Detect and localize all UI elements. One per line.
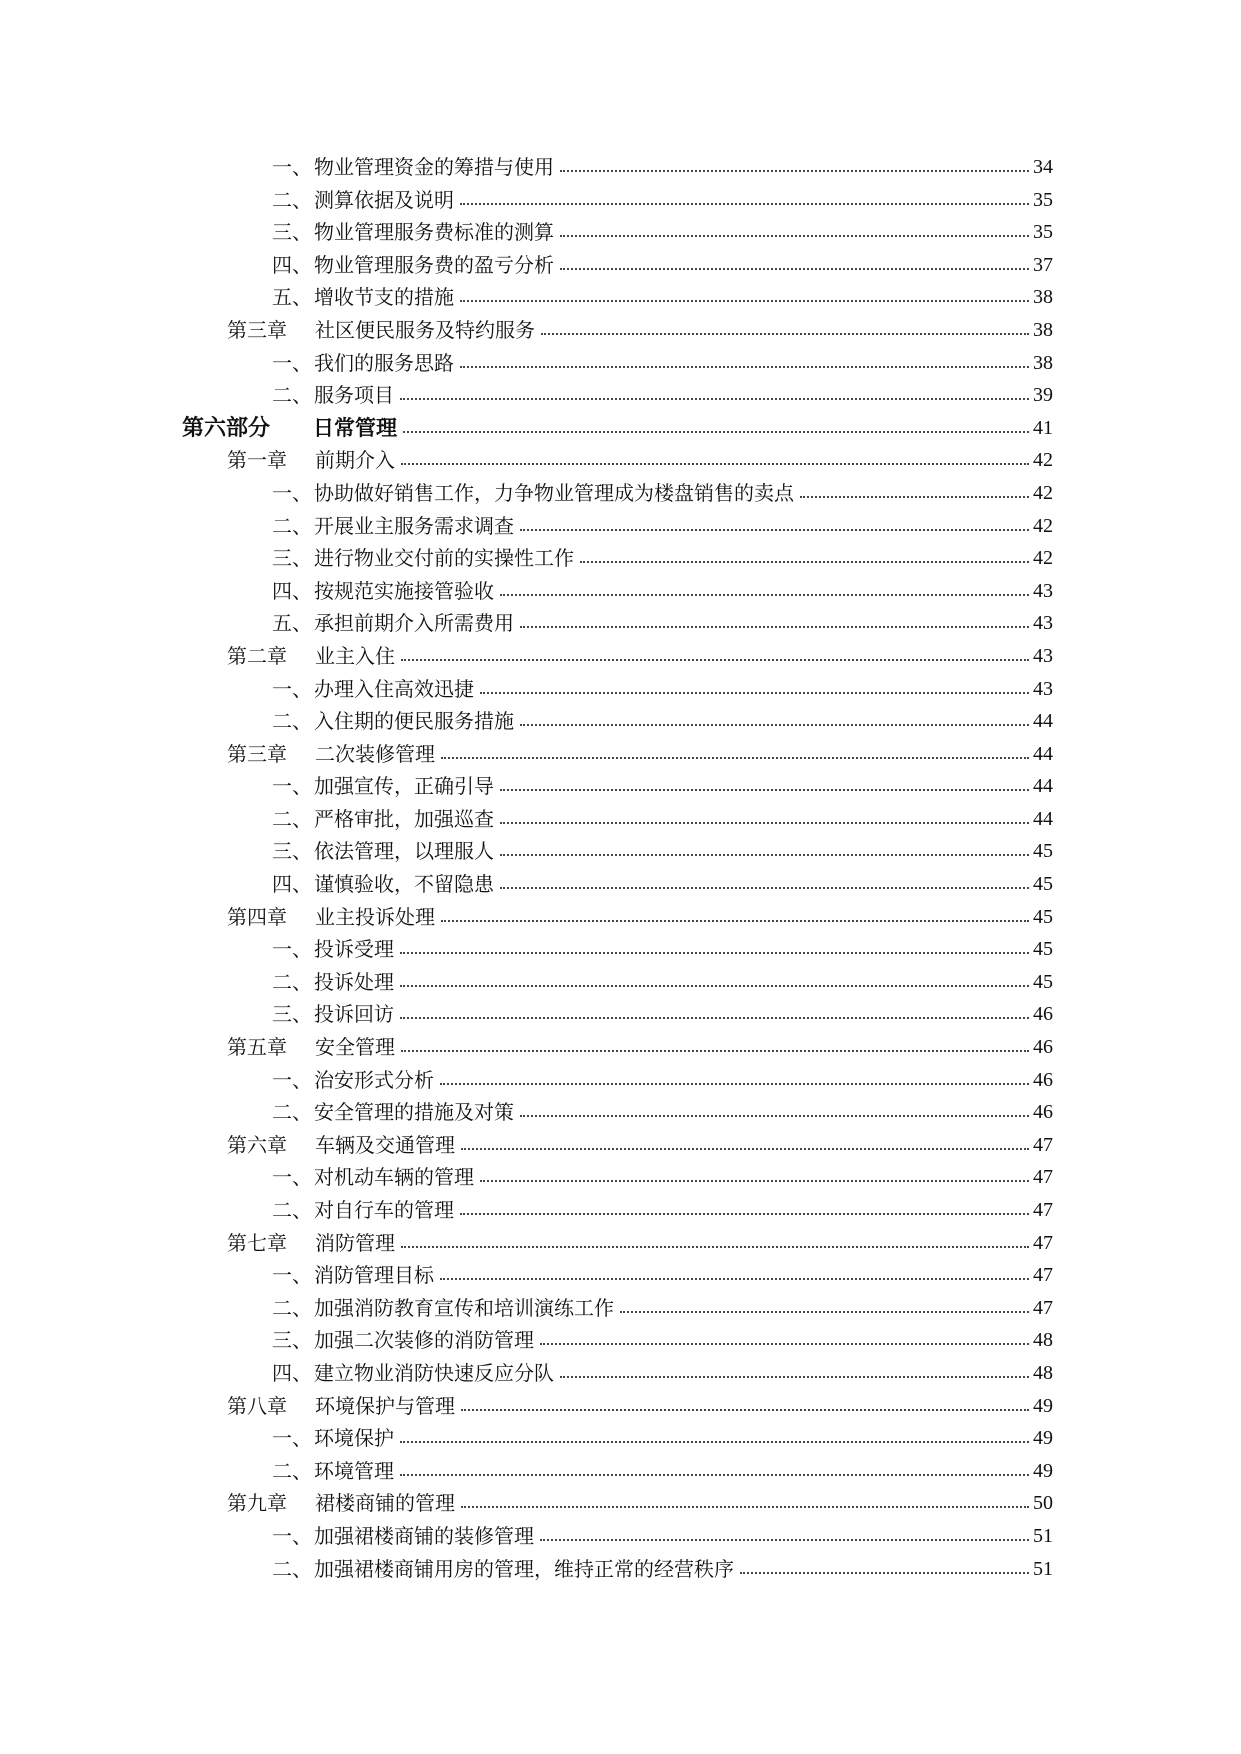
toc-page-number: 47 [1033,1231,1053,1254]
toc-entry-title: 前期介入 [315,448,395,473]
toc-entry-title: 依法管理，以理服人 [314,839,494,864]
dot-leader [541,333,1029,335]
dot-leader [400,398,1029,400]
toc-entry[interactable] [0,1161,1241,1194]
toc-entry-title: 二次装修管理 [315,741,435,766]
toc-page-number: 48 [1033,1361,1053,1384]
toc-entry[interactable] [0,998,1241,1031]
toc-entry-number: 三、 [272,1002,312,1027]
toc-entry-number: 一、 [272,1426,312,1451]
toc-page-number: 42 [1033,449,1053,472]
toc-entry-title: 投诉处理 [314,969,394,994]
toc-entry[interactable] [0,933,1241,966]
toc-page-number: 44 [1033,807,1053,830]
dot-leader [440,1278,1029,1280]
toc-entry[interactable] [0,1455,1241,1488]
dot-leader [401,659,1029,661]
toc-entry-number: 一、 [272,1067,312,1092]
toc-entry-title: 加强宣传，正确引导 [314,774,494,799]
toc-entry-title: 加强裙楼商铺用房的管理，维持正常的经营秩序 [314,1556,734,1581]
toc-entry[interactable] [0,1390,1241,1423]
dot-leader [620,1311,1029,1313]
toc-entry-number: 五、 [272,285,312,310]
toc-entry-number: 一、 [272,676,312,701]
toc-entry[interactable] [0,1520,1241,1553]
toc-entry-number: 四、 [272,872,312,897]
toc-entry[interactable] [0,640,1241,673]
toc-page-number: 43 [1033,677,1053,700]
toc-page-number: 51 [1033,1557,1053,1580]
toc-entry-number: 一、 [272,937,312,962]
toc-page-number: 45 [1033,970,1053,993]
toc-entry-number: 一、 [272,480,312,505]
toc-page-number: 44 [1033,710,1053,733]
dot-leader [460,366,1029,368]
toc-page-number: 45 [1033,905,1053,928]
toc-page-number: 42 [1033,481,1053,504]
toc-entry-title: 裙楼商铺的管理 [315,1491,455,1516]
toc-entry[interactable] [0,1096,1241,1129]
toc-entry[interactable] [0,1129,1241,1162]
toc-entry[interactable] [0,1553,1241,1586]
toc-entry-title: 安全管理的措施及对策 [314,1100,514,1125]
toc-entry-number: 四、 [272,1360,312,1385]
toc-entry[interactable] [0,607,1241,640]
toc-entry[interactable] [0,477,1241,510]
toc-entry[interactable] [0,1487,1241,1520]
toc-page-number: 39 [1033,384,1053,407]
toc-entry-title: 社区便民服务及特约服务 [315,317,535,342]
toc-entry-title: 治安形式分析 [314,1067,434,1092]
toc-entry-number: 四、 [272,252,312,277]
toc-entry-title: 对自行车的管理 [314,1198,454,1222]
dot-leader [400,952,1029,954]
toc-entry-title: 增收节支的措施 [314,285,454,310]
toc-page-number: 46 [1033,1068,1053,1091]
toc-entry-number: 第七章 [227,1230,287,1255]
toc-entry[interactable] [0,1031,1241,1064]
toc-entry[interactable] [0,542,1241,575]
toc-entry[interactable] [0,184,1241,217]
toc-page-number: 38 [1033,351,1053,374]
toc-entry[interactable] [0,1064,1241,1097]
toc-entry[interactable] [0,1194,1241,1227]
dot-leader [580,561,1029,563]
dot-leader [441,920,1029,922]
toc-entry-title: 业主投诉处理 [315,904,435,929]
toc-page-number: 37 [1033,253,1053,276]
toc-page-number: 49 [1033,1394,1053,1417]
dot-leader [500,887,1029,889]
toc-entry-title: 物业管理资金的筹措与使用 [314,155,554,179]
toc-entry-number: 第四章 [227,904,287,929]
toc-entry-number: 二、 [272,969,312,994]
table-of-contents [0,151,1241,1585]
dot-leader [540,1343,1029,1345]
dot-leader [520,1115,1029,1117]
toc-entry[interactable] [0,1357,1241,1390]
toc-entry-title: 加强裙楼商铺的装修管理 [314,1523,534,1548]
toc-page-number: 45 [1033,873,1053,896]
toc-entry-number: 一、 [272,1263,312,1288]
toc-entry-number: 二、 [272,1295,312,1320]
dot-leader [461,1148,1029,1150]
toc-page-number: 49 [1033,1427,1053,1450]
toc-entry-number: 第六章 [227,1132,287,1157]
dot-leader [500,854,1029,856]
toc-page-number: 46 [1033,1101,1053,1124]
toc-entry-title: 业主入住 [315,643,395,668]
dot-leader [401,1246,1029,1248]
toc-page-number: 51 [1033,1524,1053,1547]
toc-entry-title: 消防管理 [315,1230,395,1255]
dot-leader [560,268,1029,270]
toc-entry-number: 三、 [272,1328,312,1353]
toc-entry-title: 安全管理 [315,1035,395,1060]
toc-entry[interactable] [0,249,1241,282]
toc-entry-title: 日常管理 [313,414,397,440]
toc-page-number: 47 [1033,1133,1053,1156]
dot-leader [500,822,1029,824]
toc-entry-title: 加强消防教育宣传和培训演练工作 [314,1295,614,1320]
dot-leader [500,789,1029,791]
toc-entry[interactable] [0,1227,1241,1260]
toc-page-number: 44 [1033,775,1053,798]
toc-page-number: 45 [1033,840,1053,863]
toc-entry-title: 物业管理服务费标准的测算 [314,220,554,245]
toc-entry-number: 三、 [272,546,312,571]
toc-page-number: 47 [1033,1166,1053,1189]
dot-leader [461,1409,1029,1411]
dot-leader [401,463,1029,465]
toc-entry-number: 第三章 [227,317,287,342]
dot-leader [480,1180,1029,1182]
toc-entry[interactable] [0,151,1241,184]
dot-leader [440,1083,1029,1085]
dot-leader [560,235,1029,237]
toc-page-number: 46 [1033,1003,1053,1026]
toc-entry-number: 第八章 [227,1393,287,1418]
dot-leader [460,203,1029,205]
toc-entry-title: 协助做好销售工作，力争物业管理成为楼盘销售的卖点 [314,480,794,505]
toc-page-number: 35 [1033,188,1053,211]
dot-leader [461,1506,1029,1508]
toc-entry[interactable] [0,281,1241,314]
toc-entry-title: 测算依据及说明 [314,187,454,212]
toc-entry-number: 二、 [272,1556,312,1581]
toc-entry-title: 入住期的便民服务措施 [314,709,514,734]
toc-page-number: 44 [1033,742,1053,765]
toc-entry-title: 办理入住高效迅捷 [314,676,474,701]
toc-entry[interactable] [0,868,1241,901]
toc-entry-number: 四、 [272,578,312,603]
toc-page-number: 43 [1033,644,1053,667]
toc-page-number: 42 [1033,514,1053,537]
toc-entry-title: 服务项目 [314,383,394,408]
toc-entry-number: 二、 [272,806,312,831]
toc-entry-title: 承担前期介入所需费用 [314,611,514,636]
toc-entry-number: 二、 [272,709,312,734]
toc-entry[interactable] [0,216,1241,249]
toc-entry[interactable] [0,738,1241,771]
toc-entry-number: 第一章 [227,448,287,473]
toc-entry-title: 环境保护 [314,1426,394,1451]
toc-entry-title: 投诉受理 [314,937,394,962]
toc-entry[interactable] [0,1422,1241,1455]
toc-entry-title: 进行物业交付前的实操性工作 [314,546,574,571]
dot-leader [540,1539,1029,1541]
toc-page-number: 34 [1033,156,1053,178]
toc-entry[interactable] [0,803,1241,836]
toc-entry[interactable] [0,770,1241,803]
dot-leader [520,529,1029,531]
dot-leader [520,724,1029,726]
toc-entry-title: 我们的服务思路 [314,350,454,375]
toc-entry-number: 二、 [272,187,312,212]
toc-entry-number: 第六部分 [182,414,271,441]
toc-entry-number: 五、 [272,611,312,636]
toc-page-number: 35 [1033,221,1053,244]
dot-leader [800,496,1029,498]
dot-leader [460,1213,1029,1215]
toc-entry-number: 三、 [272,220,312,245]
toc-page-number: 49 [1033,1459,1053,1482]
toc-entry[interactable] [0,1292,1241,1325]
dot-leader [400,985,1029,987]
toc-page-number: 43 [1033,579,1053,602]
toc-entry-title: 环境管理 [314,1458,394,1483]
toc-page-number: 38 [1033,318,1053,341]
dot-leader [560,170,1029,172]
dot-leader [400,1474,1029,1476]
toc-entry[interactable] [0,1324,1241,1357]
toc-entry-number: 第九章 [227,1491,287,1516]
toc-entry-number: 一、 [272,1165,312,1190]
toc-entry[interactable] [0,314,1241,347]
toc-entry[interactable] [0,412,1241,445]
toc-entry-number: 二、 [272,1198,312,1222]
toc-entry-title: 谨慎验收，不留隐患 [314,872,494,897]
toc-page-number: 47 [1033,1296,1053,1319]
toc-entry[interactable] [0,444,1241,477]
toc-entry-number: 一、 [272,774,312,799]
toc-entry-number: 第三章 [227,741,287,766]
toc-entry-number: 三、 [272,839,312,864]
dot-leader [400,1017,1029,1019]
toc-entry[interactable] [0,347,1241,380]
toc-entry-title: 环境保护与管理 [315,1393,455,1418]
toc-entry-number: 第二章 [227,643,287,668]
dot-leader [520,626,1029,628]
toc-entry-title: 物业管理服务费的盈亏分析 [314,252,554,277]
toc-entry-title: 开展业主服务需求调查 [314,513,514,538]
toc-entry-title: 按规范实施接管验收 [314,578,494,603]
toc-entry-number: 二、 [272,1100,312,1125]
toc-entry[interactable] [0,705,1241,738]
toc-entry[interactable] [0,1259,1241,1292]
toc-entry-number: 二、 [272,1458,312,1483]
toc-entry-number: 二、 [272,513,312,538]
toc-page-number: 43 [1033,612,1053,635]
toc-entry[interactable] [0,966,1241,999]
toc-entry-title: 对机动车辆的管理 [314,1165,474,1190]
toc-page-number: 50 [1033,1492,1053,1515]
toc-entry-number: 第五章 [227,1035,287,1060]
toc-page-number: 47 [1033,1199,1053,1221]
dot-leader [401,1050,1029,1052]
dot-leader [400,1441,1029,1443]
toc-entry-title: 加强二次装修的消防管理 [314,1328,534,1353]
dot-leader [500,594,1029,596]
toc-entry[interactable] [0,673,1241,706]
toc-entry[interactable] [0,510,1241,543]
toc-page-number: 42 [1033,547,1053,570]
toc-entry-number: 一、 [272,350,312,375]
toc-page-number: 45 [1033,938,1053,961]
toc-entry-number: 一、 [272,1523,312,1548]
toc-entry-title: 建立物业消防快速反应分队 [314,1360,554,1385]
dot-leader [403,431,1029,433]
toc-entry[interactable] [0,901,1241,934]
toc-entry-number: 一、 [272,155,312,179]
toc-page-number: 47 [1033,1264,1053,1287]
toc-entry-title: 投诉回访 [314,1002,394,1027]
toc-entry[interactable] [0,575,1241,608]
toc-entry-title: 严格审批，加强巡查 [314,806,494,831]
toc-entry[interactable] [0,379,1241,412]
toc-page-number: 46 [1033,1036,1053,1059]
dot-leader [740,1572,1029,1574]
dot-leader [441,757,1029,759]
toc-page-number: 41 [1033,416,1053,439]
toc-entry-number: 二、 [272,383,312,408]
dot-leader [460,300,1029,302]
dot-leader [480,692,1029,694]
toc-page-number: 48 [1033,1329,1053,1352]
toc-entry[interactable] [0,835,1241,868]
toc-page-number: 38 [1033,286,1053,309]
toc-entry-title: 车辆及交通管理 [315,1132,455,1157]
toc-entry-title: 消防管理目标 [314,1263,434,1288]
dot-leader [560,1376,1029,1378]
